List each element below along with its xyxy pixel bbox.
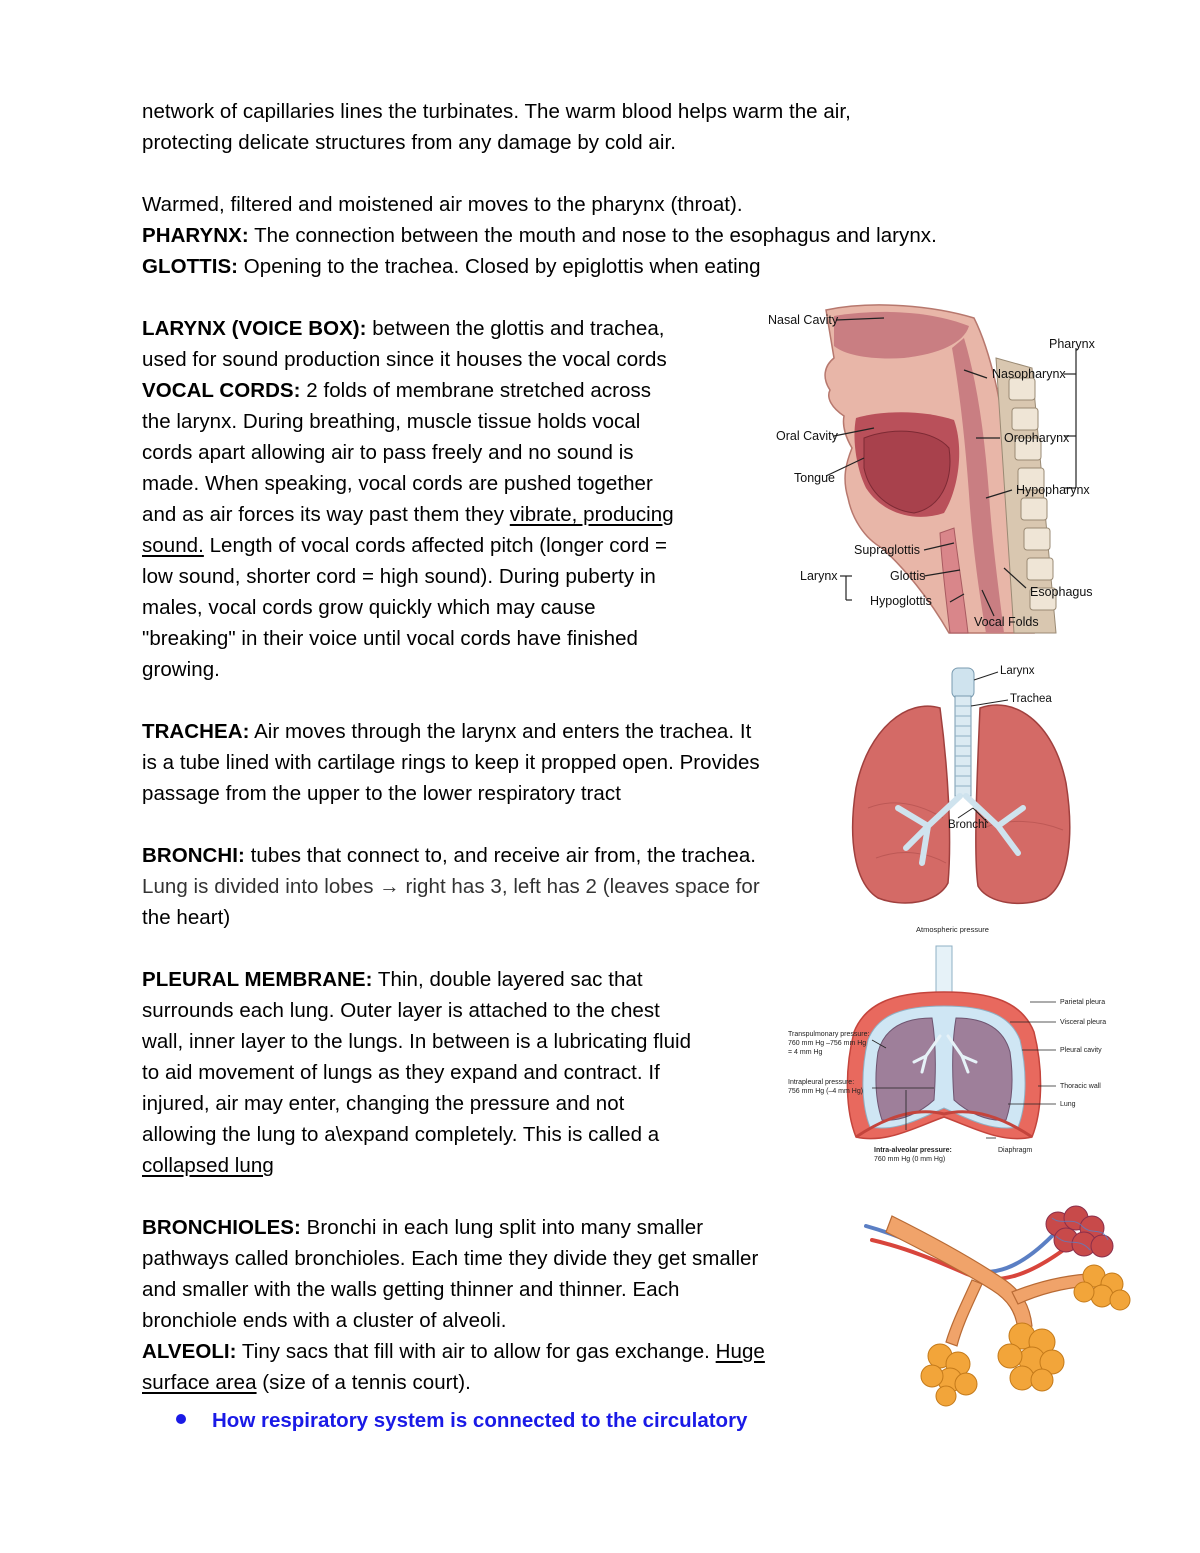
text-line: network of capillaries lines the turbinates. The warm blood helps warm the air, [142, 100, 851, 123]
bronchiole-branch [946, 1280, 982, 1346]
pleural-membrane-definition [142, 964, 643, 995]
pharynx-larynx-diagram [764, 298, 1104, 638]
underlined-text: vibrate, producing [509, 503, 674, 526]
label-thoracic-wall: Thoracic wall [1060, 1083, 1101, 1090]
label-diaphragm: Diaphragm [998, 1147, 1033, 1154]
text-line: injured, air may enter, changing the pressure and not [142, 1092, 625, 1115]
text-line: passage from the upper to the lower respiratory tract [142, 782, 621, 805]
label-trachea: Trachea [1010, 693, 1052, 705]
label-lung: Lung [1060, 1101, 1076, 1108]
text-line: cords apart allowing air to pass freely and no sound is [142, 441, 634, 464]
label-oropharynx: Oropharynx [1004, 431, 1070, 445]
label-vocal-folds: Vocal Folds [974, 615, 1039, 629]
pleural-pressure-diagram [786, 922, 1136, 1170]
text-line: bronchiole ends with a cluster of alveoli. [142, 1309, 507, 1332]
label-intrapleural-values: 756 mm Hg (–4 mm Hg) [788, 1088, 864, 1095]
term-trachea: TRACHEA: [142, 720, 250, 743]
label-intrapleural-pressure: Intrapleural pressure: [788, 1079, 855, 1086]
label-larynx: Larynx [800, 569, 838, 583]
text-line: males, vocal cords grow quickly which may cause [142, 596, 596, 619]
pharynx-definition [142, 220, 937, 251]
text-line: wall, inner layer to the lungs. In between is a lubricating fluid [142, 1030, 692, 1053]
term-pharynx: PHARYNX: [142, 224, 249, 247]
text-line: used for sound production since it houses the vocal cords [142, 348, 667, 371]
definition-text: 2 folds of membrane stretched across [300, 379, 652, 402]
label-parietal-pleura: Parietal pleura [1060, 999, 1106, 1006]
label-intra-alveolar-pressure: Intra-alveolar pressure: [874, 1147, 952, 1154]
text-span: and as air forces its way past them they [142, 503, 510, 526]
text-line [142, 499, 674, 530]
label-pleural-cavity: Pleural cavity [1060, 1047, 1102, 1054]
term-larynx: LARYNX (VOICE BOX): [142, 317, 367, 340]
label-transpulmonary-values: 760 mm Hg –756 mm Hg [788, 1040, 867, 1047]
larynx-definition [142, 313, 665, 344]
label-pharynx: Pharynx [1049, 337, 1095, 351]
text-span: Length of vocal cords affected pitch (longer cord = [203, 534, 668, 557]
label-glottis: Glottis [890, 569, 926, 583]
label-supraglottis: Supraglottis [854, 543, 921, 557]
definition-text: Thin, double layered sac that [372, 968, 643, 991]
trachea-definition [142, 716, 751, 747]
label-tongue: Tongue [794, 471, 836, 485]
definition-text: tubes that connect to, and receive air from, the trachea. [244, 844, 757, 867]
definition-text: Air moves through the larynx and enters the trachea. It [249, 720, 752, 743]
alveoli-cluster [1074, 1265, 1130, 1310]
bronchi-definition [142, 840, 756, 871]
underlined-text: Huge [715, 1340, 765, 1363]
label-transpulmonary-result: = 4 mm Hg [788, 1049, 823, 1056]
label-atmospheric-pressure: Atmospheric pressure [916, 925, 989, 934]
term-glottis: GLOTTIS: [142, 255, 239, 278]
label-oral-cavity: Oral Cavity [776, 429, 838, 443]
vocal-cords-definition [142, 375, 651, 406]
left-lung [976, 705, 1070, 903]
alveoli-cluster [921, 1344, 977, 1406]
text-span: (size of a tennis court). [256, 1371, 471, 1394]
text-line: is a tube lined with cartilage rings to keep it propped open. Provides [142, 751, 760, 774]
term-bronchi: BRONCHI: [142, 844, 245, 867]
definition-text: Tiny sacs that fill with air to allow for gas exchange. [236, 1340, 716, 1363]
label-bronchi: Bronchi [948, 819, 987, 831]
label-hypoglottis: Hypoglottis [870, 594, 932, 608]
text-line: "breaking" in their voice until vocal cords have finished [142, 627, 639, 650]
term-bronchioles: BRONCHIOLES: [142, 1216, 301, 1239]
lungs-bronchi-diagram [848, 658, 1080, 910]
definition-text: Bronchi in each lung split into many smaller [300, 1216, 704, 1239]
term-vocal-cords: VOCAL CORDS: [142, 379, 301, 402]
underlined-text: sound. [142, 534, 204, 557]
bronchioles-alveoli-diagram [862, 1196, 1142, 1410]
text-line: the heart) [142, 906, 231, 929]
label-transpulmonary-pressure: Transpulmonary pressure: [788, 1031, 870, 1038]
text-line [142, 1367, 471, 1398]
text-line: Warmed, filtered and moistened air moves to the pharynx (throat). [142, 193, 743, 216]
text-line: pathways called bronchioles. Each time they divide they get smaller [142, 1247, 759, 1270]
alveoli-cluster [998, 1323, 1064, 1391]
term-alveoli: ALVEOLI: [142, 1340, 237, 1363]
bronchioles-definition [142, 1212, 703, 1243]
text-line: allowing the lung to a\expand completely. This is called a [142, 1123, 660, 1146]
underlined-text: collapsed lung [142, 1154, 274, 1177]
definition-text: The connection between the mouth and nose to the esophagus and larynx. [248, 224, 937, 247]
term-pleural-membrane: PLEURAL MEMBRANE: [142, 968, 373, 991]
text-line: growing. [142, 658, 220, 681]
alveoli-definition [142, 1336, 765, 1367]
bullet-item: How respiratory system is connected to the circulatory [212, 1409, 748, 1432]
text-line: low sound, shorter cord = high sound). During puberty in [142, 565, 656, 588]
bullet-icon [176, 1414, 186, 1424]
text-line: made. When speaking, vocal cords are pushed together [142, 472, 653, 495]
label-esophagus: Esophagus [1030, 585, 1093, 599]
right-lung [853, 706, 950, 903]
text-line [142, 530, 667, 561]
text-line: to aid movement of lungs as they expand and contract. If [142, 1061, 660, 1084]
label-nasopharynx: Nasopharynx [992, 367, 1066, 381]
label-hypopharynx: Hypopharynx [1016, 483, 1090, 497]
label-larynx: Larynx [1000, 665, 1035, 677]
definition-text: Opening to the trachea. Closed by epiglottis when eating [238, 255, 761, 278]
text-line: Lung is divided into lobes → right has 3, left has 2 (leaves space for [142, 875, 760, 898]
text-line: and smaller with the walls getting thinner and thinner. Each [142, 1278, 680, 1301]
label-intra-alveolar-values: 760 mm Hg (0 mm Hg) [874, 1156, 946, 1163]
text-line: protecting delicate structures from any damage by cold air. [142, 131, 676, 154]
label-visceral-pleura: Visceral pleura [1060, 1019, 1107, 1026]
underlined-text: surface area [142, 1371, 257, 1394]
glottis-definition [142, 251, 761, 282]
text-line: surrounds each lung. Outer layer is attached to the chest [142, 999, 660, 1022]
larynx-shape [952, 668, 974, 698]
capillary-network [1046, 1206, 1113, 1257]
text-line: the larynx. During breathing, muscle tissue holds vocal [142, 410, 641, 433]
label-nasal-cavity: Nasal Cavity [768, 313, 839, 327]
definition-text: between the glottis and trachea, [366, 317, 665, 340]
